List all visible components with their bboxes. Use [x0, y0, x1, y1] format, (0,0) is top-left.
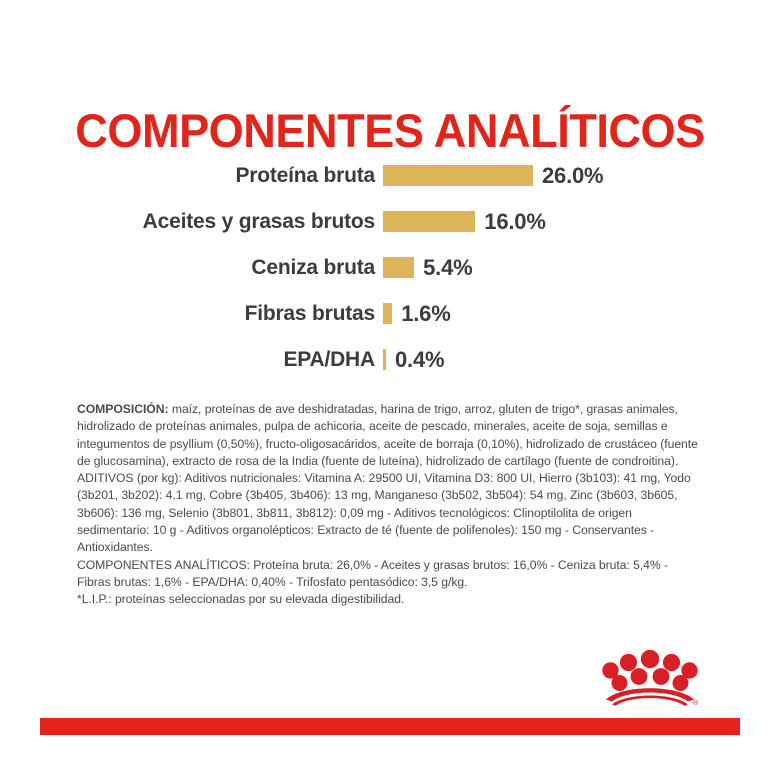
chart-value-label: 16.0% [484, 208, 546, 234]
chart-row [0, 290, 780, 336]
composition-label: COMPOSICIÓN: [77, 402, 169, 416]
chart-category-label: Proteína bruta [235, 163, 375, 187]
royal-canin-crown-logo [598, 648, 702, 710]
analytical-components-bar-chart [0, 152, 780, 382]
chart-category-label: Aceites y grasas brutos [142, 209, 375, 233]
composition-paragraph [77, 401, 703, 470]
bottom-red-rule [40, 718, 740, 735]
chart-bar [383, 165, 533, 186]
chart-bar [383, 257, 414, 278]
chart-row [0, 152, 780, 198]
chart-bar-wrap [383, 256, 473, 279]
chart-value-label: 0.4% [395, 346, 445, 372]
chart-value-label: 26.0% [542, 162, 604, 188]
analytical-components-paragraph: COMPONENTES ANALÍTICOS: Proteína bruta: 26,0% - Aceites y grasas brutos: 16,0% - Ceniza bruta: 5,4% - Fibras brutas: 1,6% - EPA/DHA: 0,40% - Trifosfato pentasódico: 3,5 g/kg. [77, 557, 669, 589]
lip-footnote: *L.I.P.: proteínas seleccionadas por su elevada digestibilidad. [77, 592, 405, 607]
registered-mark: ® [693, 700, 699, 707]
chart-bar-wrap [383, 302, 451, 325]
chart-row [0, 244, 780, 290]
chart-category-label: Fibras brutas [244, 301, 375, 325]
ingredients-text-block [77, 401, 703, 609]
chart-row [0, 336, 780, 382]
composition-body: maíz, proteínas de ave deshidratadas, harina de trigo, arroz, gluten de trigo*, grasas animales, hidrolizado de proteínas animales, pulpa de achicoria, aceite de pescado, minerales, aceite de soja, semillas e integumentos de psyllium (0,50%), fructo-oligosacáridos, aceite de borraja (0,10%), hidrolizado de crustáceo (fuente de glucosamina), extracto de rosa de la India (fuente de luteína), hidrolizado de cartílago (fuente de condroitina). [77, 402, 698, 468]
chart-category-label: EPA/DHA [283, 347, 375, 371]
chart-bar-wrap [383, 348, 444, 371]
chart-category-label: Ceniza bruta [251, 255, 375, 279]
chart-row [0, 198, 780, 244]
chart-bar [383, 211, 475, 232]
page-title: COMPONENTES ANALÍTICOS [75, 104, 705, 158]
chart-bar [383, 303, 392, 324]
chart-bar-wrap [383, 210, 546, 233]
chart-value-label: 5.4% [423, 254, 473, 280]
chart-bar-wrap [383, 164, 603, 187]
additives-paragraph: ADITIVOS (por kg): Aditivos nutricionales: Vitamina A: 29500 UI, Vitamina D3: 800 UI, Hierro (3b103): 41 mg, Yodo (3b201, 3b202): 4,1 mg, Cobre (3b405, 3b406): 13 mg, Manganeso (3b502, 3b504): 54 mg, Zinc (3b603, 3b605, 3b606): 136 mg, Selenio (3b801, 3b811, 3b812): 0,09 mg - Aditivos tecnológicos: Clinoptilolita de origen sedimentario: 10 g - Aditivos organolépticos: Extracto de té (fuente de polifenoles): 150 mg - Conservantes - Antioxidantes. [77, 471, 691, 555]
chart-value-label: 1.6% [401, 300, 451, 326]
